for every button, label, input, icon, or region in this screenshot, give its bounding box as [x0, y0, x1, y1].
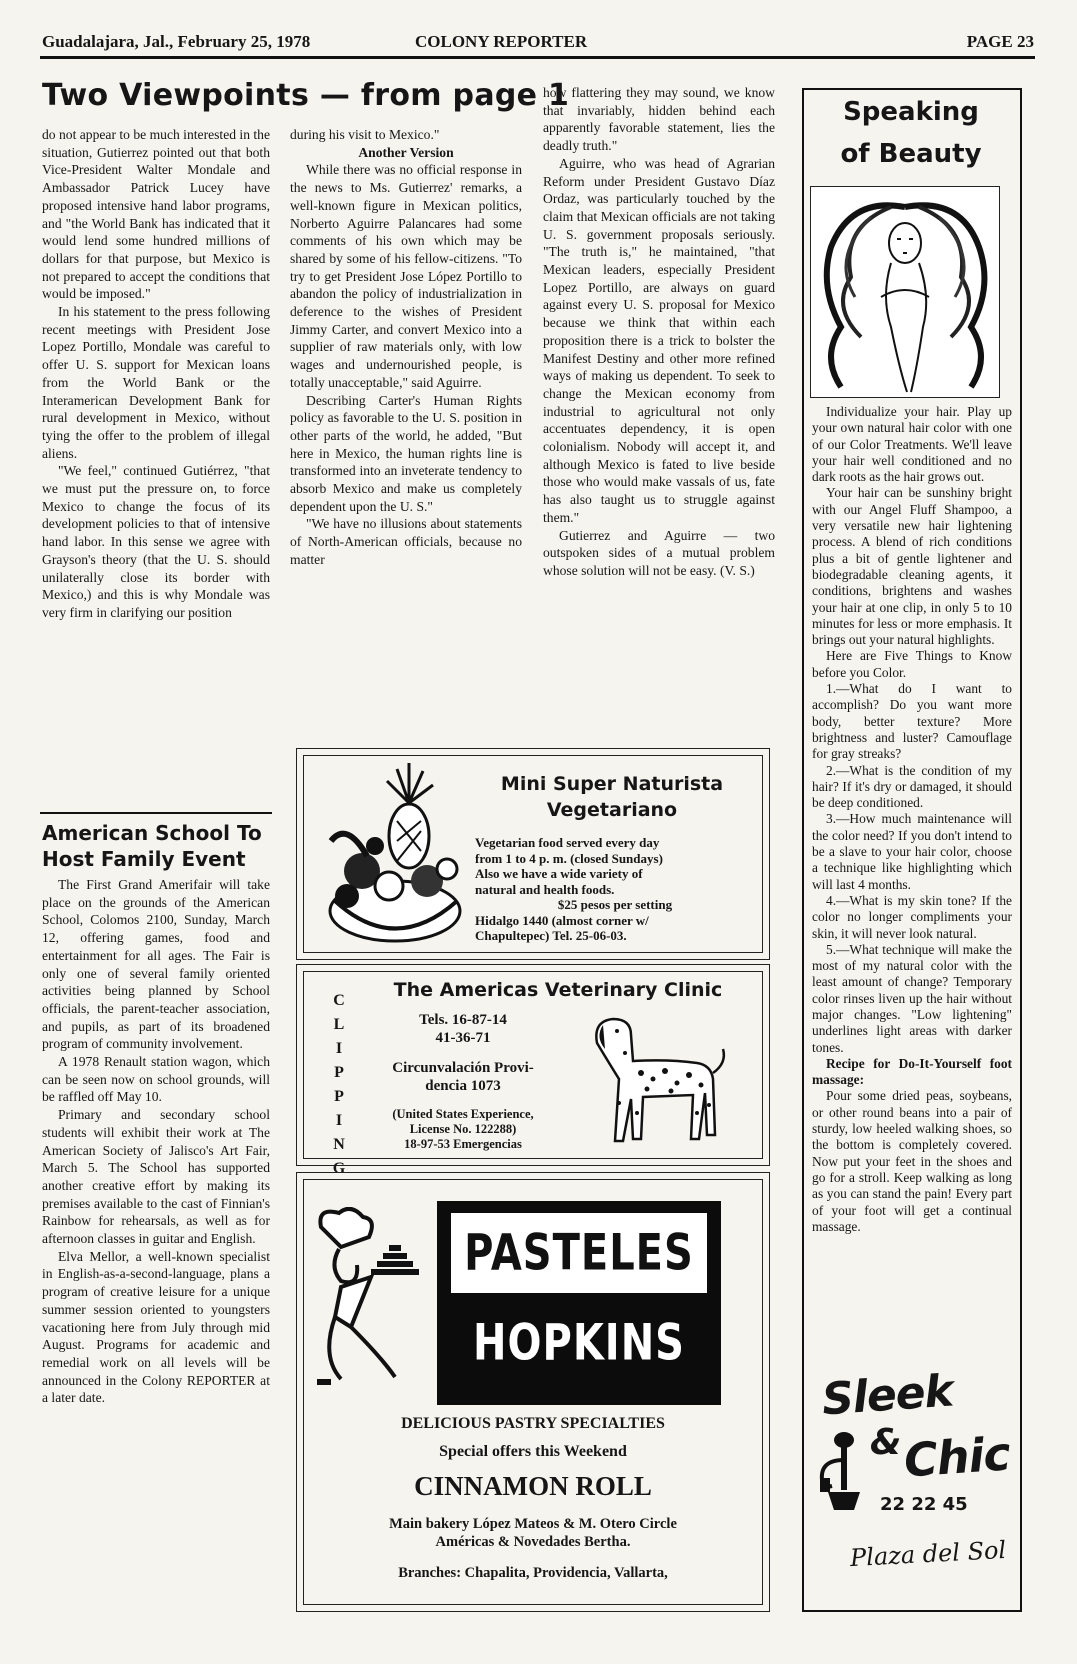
paragraph: do not appear to be much interested in the situation, Gutierrez pointed out that both Vice-President Walter Mondale and Ambassador Patrick Lucey have proposed intensive hand labor programs, and "the World Bank has indicated that it would lend some hundred millions of dollars for that purpose, but Mexico is not prepared to accept the conditions that would be imposed.": [42, 127, 271, 302]
woman-flowing-hair-illustration: [810, 186, 1000, 398]
paragraph: 1.—What do I want to accomplish? Do you want more body, better texture? More brightness and luster? Camouflage for gray streaks?: [812, 681, 1012, 762]
clip-letter: I: [335, 1112, 343, 1129]
school-headline-1: American School To: [42, 821, 262, 845]
section-divider: [40, 812, 272, 814]
beauty-title-2: of Beauty: [840, 139, 982, 169]
paragraph: Here are Five Things to Know before you Color.: [812, 648, 1012, 680]
clip-letter: N: [333, 1136, 345, 1153]
pasteles-word: PASTELES: [464, 1224, 694, 1282]
pasteles-main-bakery: [297, 1515, 769, 1551]
fruit-basket-icon: [317, 761, 467, 951]
paragraph: during his visit to Mexico.": [290, 127, 440, 142]
main-story-col1: [42, 126, 270, 622]
beauty-illustration-svg: [811, 187, 999, 397]
antique-telephone-icon: [814, 1430, 874, 1520]
naturista-line: from 1 to 4 p. m. (closed Sundays): [475, 850, 663, 866]
vet-note-3: 18-97-53 Emergencias: [404, 1137, 522, 1151]
masthead-rule: [40, 56, 1035, 59]
vet-address-1: Circunvalación Provi-: [392, 1060, 534, 1076]
clip-letter: G: [332, 1160, 346, 1177]
pasteles-special: Special offers this Weekend: [439, 1443, 627, 1460]
plaza-del-sol: Plaza del Sol: [849, 1535, 1007, 1573]
paragraph: In his statement to the press following recent meetings with President Jose Lopez Portillo, Mondale was careful to offer U. S. support for Mexican loans from the World Bank or the Interamerican Development Bank for rural development in Mexico, without tying the offer to the problem of illegal aliens.: [42, 304, 270, 461]
clip-letter: P: [334, 1064, 344, 1081]
school-story: [42, 820, 270, 1407]
naturista-line: Also we have a wide variety of: [475, 866, 643, 881]
dalmatian-dog-icon: [579, 1013, 729, 1151]
dateline: Guadalajara, Jal., February 25, 1978: [42, 32, 311, 51]
sleek-word: Sleek: [820, 1365, 955, 1426]
chic-word: Chic: [902, 1426, 1012, 1488]
vet-note-2: License No. 122288): [409, 1122, 517, 1136]
paragraph: "We feel," continued Gutiérrez, "that we must put the pressure on, to force Mexico to change the focus of its development policies to that of intensive hand labor. In this sense we agree with Grayson's theory (that the U. S. should unilaterally close its border with Mexico,) and this is why Mondale was very firm in clarifying our position: [42, 463, 270, 620]
paragraph: Elva Mellor, a well-known specialist in English-as-a-second-language, plans a program of creative leisure for a unique summer session oriented to youngsters vacationing here from July through mid August. Programs for academic and remedial work on all levels will be announced in the Colony REPORTER at a later date.: [42, 1248, 270, 1406]
pasteles-branches: Branches: Chapalita, Providencia, Vallarta,: [398, 1565, 668, 1581]
chef-with-cake-icon: [311, 1207, 431, 1387]
paragraph: Describing Carter's Human Rights policy as favorable to the U. S. position in other parts of the world, he added, "But here in Mexico, the human rights line is transformed into an inveterate tendency to absorb Mexico and make us completely dependent upon the U. S.": [290, 392, 522, 514]
clip-letter: C: [333, 992, 345, 1009]
page-number: PAGE 23: [966, 32, 1034, 51]
paper-name: COLONY REPORTER: [415, 32, 588, 51]
sleek-phone: 22 22 45: [880, 1494, 968, 1515]
paragraph: A 1978 Renault station wagon, which can be seen now on school grounds, will be raffled off May 10.: [42, 1054, 270, 1105]
pasteles-product: CINNAMON ROLL: [414, 1471, 652, 1501]
vet-address-2: dencia 1073: [425, 1078, 501, 1094]
hopkins-word: HOPKINS: [473, 1314, 685, 1372]
vet-tels: Tels. 16-87-14: [419, 1012, 507, 1028]
naturista-details: [475, 835, 755, 944]
ad-sleek-chic: [810, 1365, 1012, 1600]
beauty-title-1: Speaking: [843, 97, 979, 127]
pasteles-main-bakery-2: Américas & Novedades Bertha.: [435, 1534, 631, 1550]
naturista-line: Hidalgo 1440 (almost corner w/: [475, 912, 649, 928]
subhead-another-version: Another Version: [358, 144, 454, 160]
naturista-line: natural and health foods.: [475, 881, 615, 897]
paragraph: Aguirre, who was head of Agrarian Reform under President Gustavo Díaz Ordaz, was particularly touched by the claim that Mexican officials are not taking U. S. government proposals seriously. "The truth is," he maintained, "that Mexican leaders, especially President Lopez Portillo, are always on guard against every U. S. proposal for Mexico because we think that within each proposition there is a trick to bolster the Manifest Destiny and other more refined ways of making us dependent. To seek to change the Mexican economy from industrial to agricultural not only accentuates dependency, it is open colonialism. Nobody will accept it, and although Mexico is fated to live beside those who would make vassals of us, fate has also taught us to struggle against them.": [543, 155, 775, 525]
clip-letter: L: [333, 1016, 345, 1033]
paragraph: While there was no official response in the news to Ms. Gutierrez' remarks, a well-known figure in Mexican politics, Norberto Aguirre Palancares had some comments of his own which may be shared by some of his fellow-citizens. "To try to get President Jose López Portillo to abandon the policy of industrialization in deference to the wishes of President Jimmy Carter, and convert Mexico into a supplier of raw materials only, with low wages and undernourished people, is totally unacceptable," said Aguirre.: [290, 162, 522, 390]
ad-veterinary: [296, 964, 770, 1177]
paragraph: Pour some dried peas, soybeans, or other round beans into a pair of sturdy, low heeled walking shoes, so the bottom is completely covered. Now put your feet in the shoes and go for a stroll. Keep walking as long as you can stand the pain! Every part of your foot will get a continual massage.: [812, 1088, 1012, 1234]
ampersand: &: [870, 1422, 902, 1463]
recipe-heading: Recipe for Do-It-Yourself foot massage:: [812, 1055, 1012, 1088]
paragraph: Gutierrez and Aguirre — two outspoken sides of a mutual problem whose solution will not be easy. (V. S.): [543, 527, 775, 578]
pasteles-main-bakery-1: Main bakery López Mateos & M. Otero Circle: [389, 1516, 677, 1532]
paragraph: 2.—What is the condition of my hair? If it's dry or damaged, it should be deep conditioned.: [812, 762, 1012, 811]
clip-letter: I: [335, 1040, 343, 1057]
paragraph: 4.—What is my skin tone? If the color no longer compliments your skin, it will never look natural.: [812, 892, 1012, 941]
vet-note-1: (United States Experience,: [392, 1107, 534, 1121]
clipping-label: [329, 989, 349, 1181]
school-headline-2: Host Family Event: [42, 847, 246, 871]
ad-pasteles-hopkins: [296, 1172, 770, 1612]
naturista-line: Vegetarian food served every day: [475, 835, 660, 850]
pasteles-logo-box: [437, 1201, 721, 1405]
naturista-line: Chapultepec) Tel. 25-06-03.: [475, 928, 627, 943]
ad-naturista: [296, 748, 770, 960]
paragraph: Individualize your hair. Play up your own natural hair color with one of our Color Treatments. We'll leave your hair well conditioned and no dark roots as the hair grows out.: [812, 404, 1012, 485]
naturista-title-1: Mini Super Naturista: [500, 773, 724, 795]
main-story-col3: [543, 84, 775, 580]
paragraph: Your hair can be sunshiny bright with our Angel Fluff Shampoo, a very versatile new hair lightening process. A blend of rich conditions plus a bit of gentle lightener and biodegradable cleaning agents, it conditions, brightens and washes your hair at one clip, in only 5 to 10 minutes for less or more emphasis. It brings out your natural highlights.: [812, 485, 1012, 648]
vet-title: The Americas Veterinary Clinic: [393, 979, 723, 1001]
vet-tels-2: 41-36-71: [435, 1030, 491, 1046]
beauty-text: [812, 404, 1012, 1235]
paragraph: 3.—How much maintenance will the color need? If you don't intend to be a slave to your hair color, choose a technique like highlighting which will last 4 months.: [812, 811, 1012, 892]
naturista-price: $25 pesos per setting: [557, 897, 673, 912]
paragraph: "We have no illusions about statements of North-American officials, because no matter: [290, 516, 522, 567]
paragraph: 5.—What technique will make the most of my natural color with the least amount of change? Temporary color rinses liven up the hair without major changes. "Low lightening" underlines light areas with darker tones.: [812, 941, 1012, 1055]
main-headline: Two Viewpoints — from page 1: [42, 78, 570, 113]
pasteles-tagline: DELICIOUS PASTRY SPECIALTIES: [401, 1415, 665, 1432]
main-story-col2: [290, 126, 522, 569]
masthead: [42, 32, 1034, 56]
paragraph: Primary and secondary school students will exhibit their work at The American Society of Jalisco's Art Fair, March 5. The School has supported another creative effort by making its premises available to the cast of Finnian's Rainbow for rehearsals, as well as for afternoon classes in guitar and English.: [42, 1107, 270, 1247]
clip-letter: P: [334, 1088, 344, 1105]
vet-details: [363, 1011, 563, 1152]
paragraph: The First Grand Amerifair will take place on the grounds of the American School, Colomos 2100, Sunday, March 12, offering games, food and entertainment for all ages. The Fair is only one of several family oriented activities being planned by School officials, the parent-teacher association, and pupils, as part of its broadened program of community involvement.: [42, 877, 270, 1052]
paragraph: how flattering they may sound, we know that invariably, hidden behind each apparently favorable statement, lies the deadly truth.": [543, 85, 775, 154]
naturista-title-2: Vegetariano: [546, 799, 678, 821]
